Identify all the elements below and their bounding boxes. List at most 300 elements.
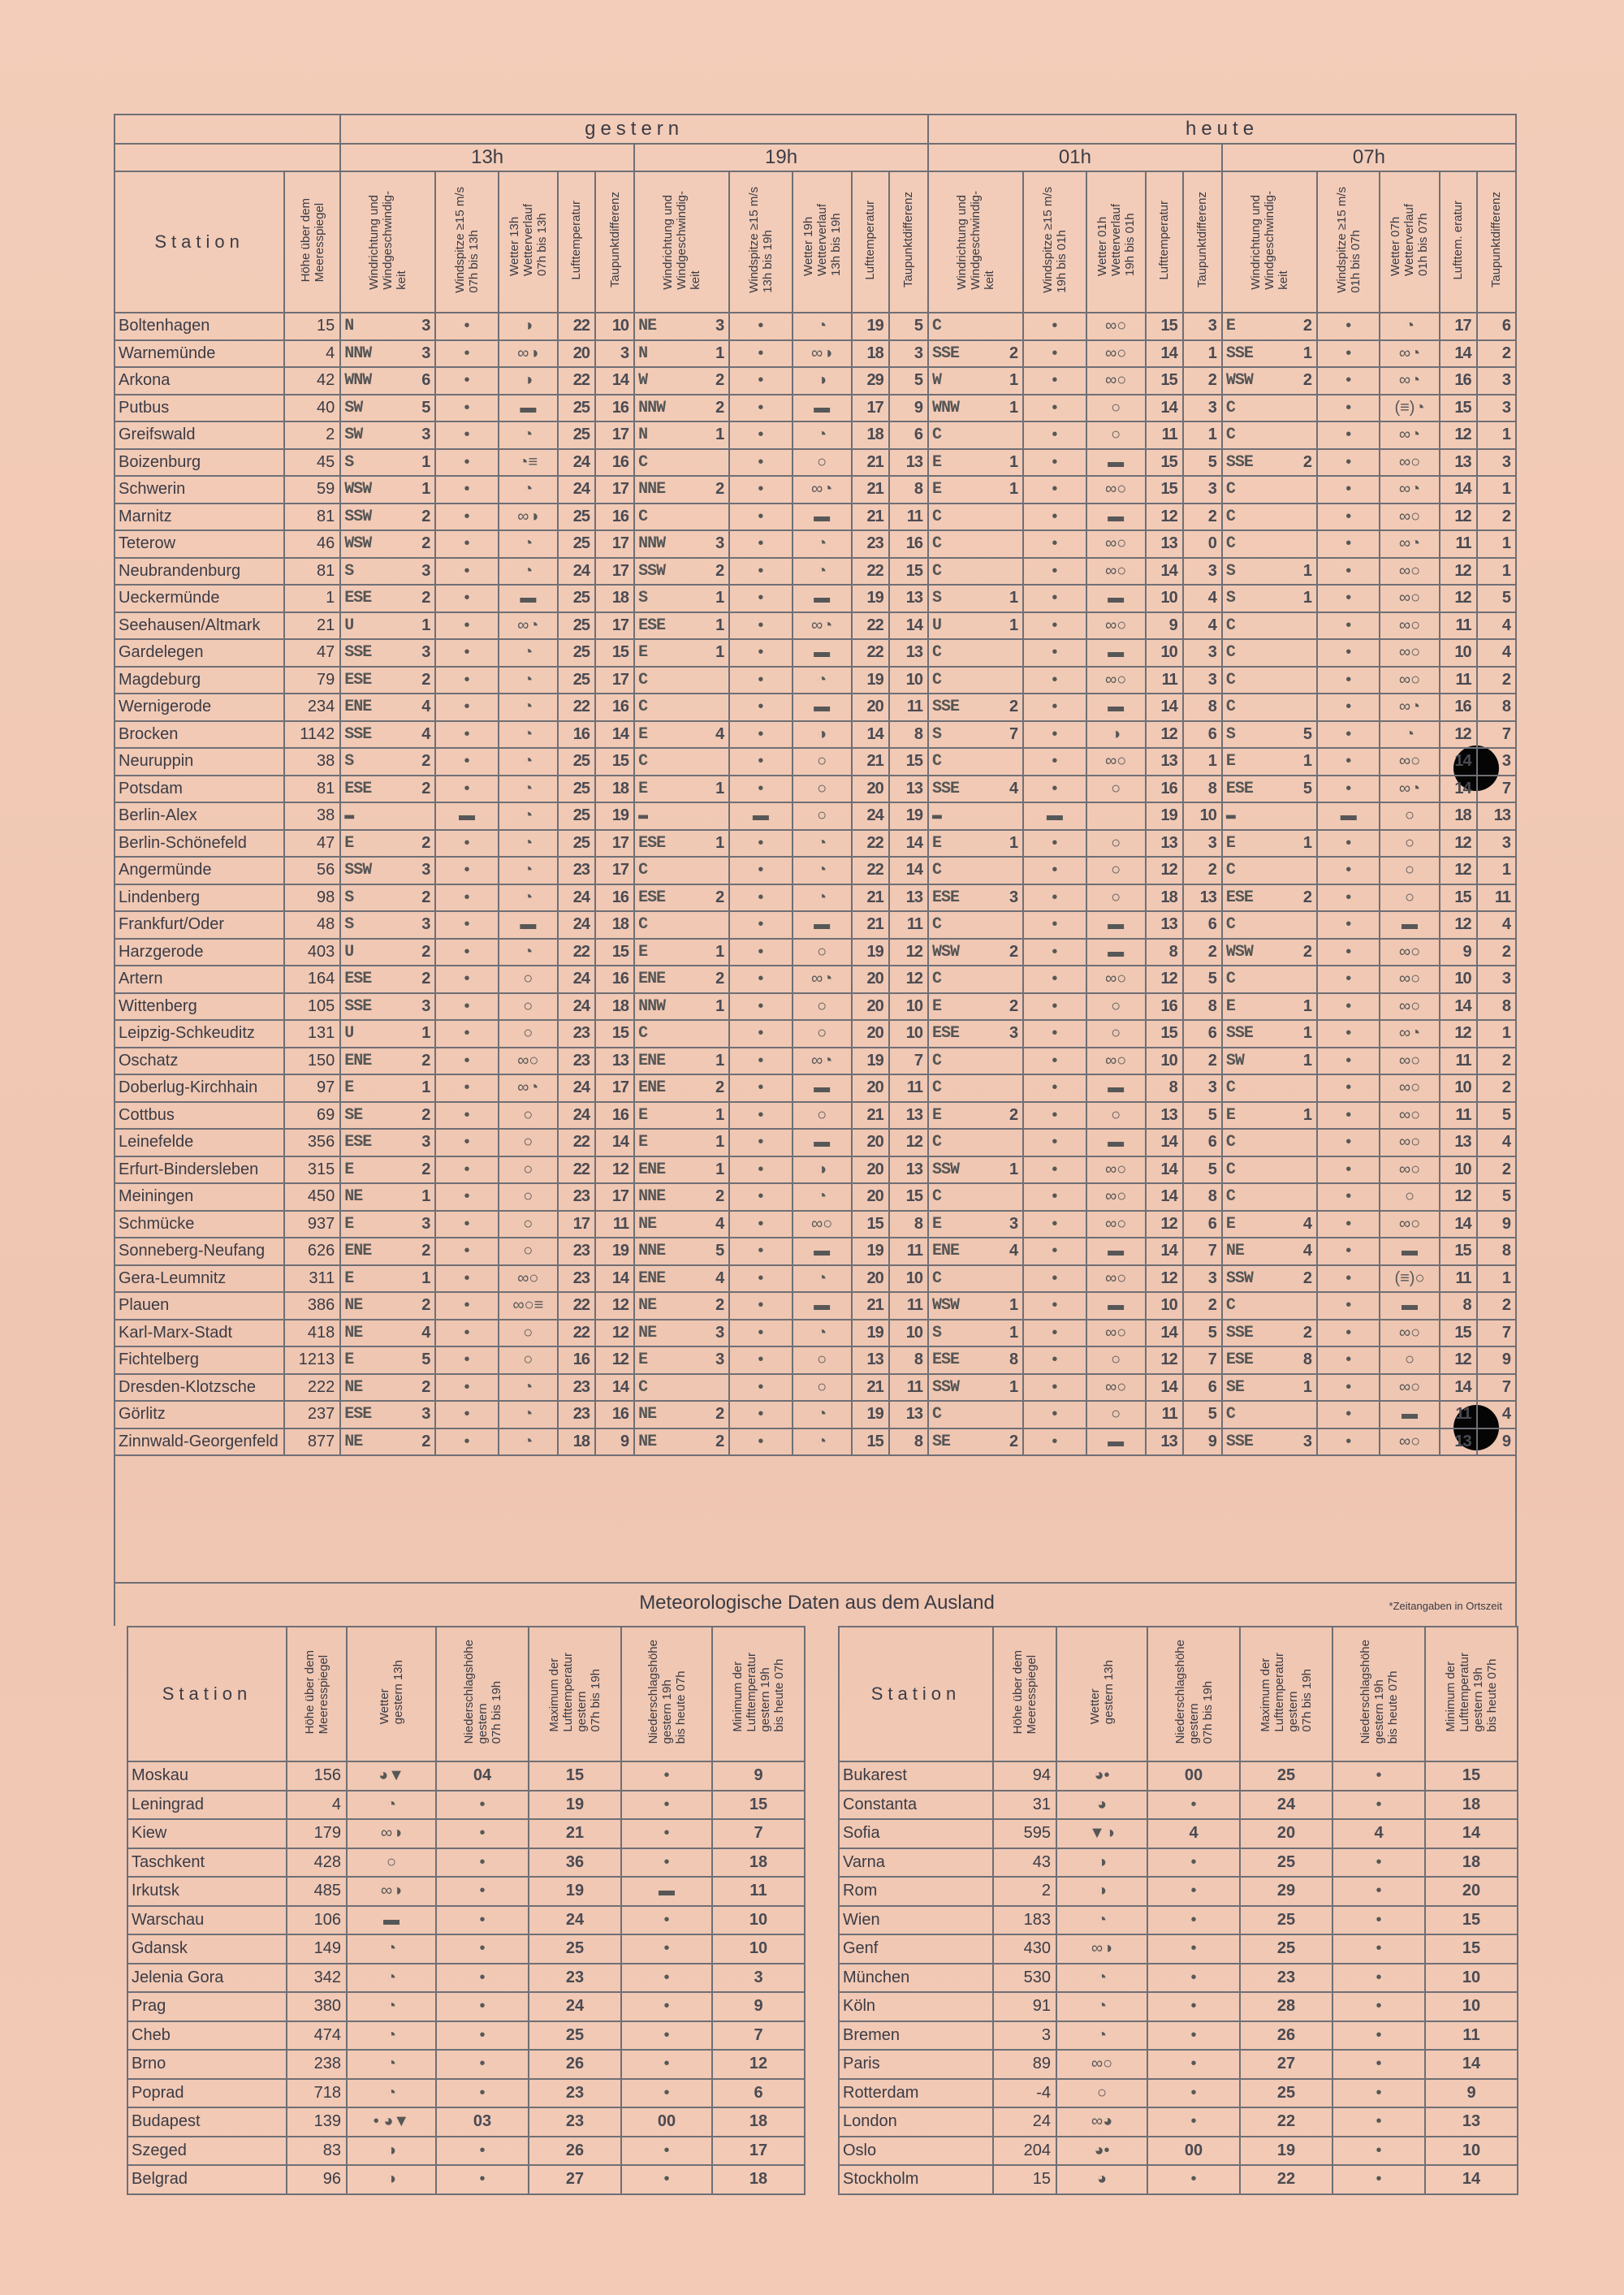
cell-hgt: 56 xyxy=(284,857,340,884)
cell-spk: • xyxy=(435,1048,498,1075)
cell-wd: NE xyxy=(634,1428,698,1456)
cell-spk: • xyxy=(1317,395,1380,422)
cell-num: 1 xyxy=(1477,558,1516,586)
cell-sym: ○ xyxy=(1086,395,1146,422)
cell-wds xyxy=(993,966,1024,993)
cell-sym: ▬ xyxy=(499,395,558,422)
cell-num: 12 xyxy=(1146,1211,1183,1238)
cell-num: 14 xyxy=(1146,558,1183,586)
cell-wd: NNE xyxy=(634,1183,698,1211)
cell-wds xyxy=(1286,395,1317,422)
cell-wd: ESE xyxy=(340,667,404,694)
cell-num: 25 xyxy=(558,667,595,694)
cell-sym: ○ xyxy=(499,1346,558,1374)
cell-name: Cottbus xyxy=(114,1102,284,1130)
cell-wds: 3 xyxy=(993,1020,1024,1048)
cell-sym: ▬ xyxy=(1380,1238,1439,1265)
cell-num: 11 xyxy=(1146,1401,1183,1428)
cell-spk: • xyxy=(1023,1156,1086,1184)
cell-num: 16 xyxy=(595,966,634,993)
cell-num: 3 xyxy=(1477,830,1516,858)
cell-wd: S xyxy=(340,884,404,912)
cell-wds: 5 xyxy=(1286,721,1317,749)
cell-num: 16 xyxy=(595,694,634,721)
cell-sym: ▬ xyxy=(1380,911,1439,939)
cell-num: 12 xyxy=(1440,857,1477,884)
cell-height: 139 xyxy=(287,2107,347,2137)
column-header xyxy=(1183,171,1222,313)
station-row xyxy=(114,1346,1516,1374)
cell-precip: 00 xyxy=(1147,1761,1240,1791)
cell-sym: ○ xyxy=(793,748,852,776)
cell-name: Boizenburg xyxy=(114,449,284,477)
cell-num: 17 xyxy=(595,1183,634,1211)
cell-num: 18 xyxy=(1440,802,1477,830)
cell-temperature: 19 xyxy=(529,1877,621,1906)
cell-sym: ○ xyxy=(1086,857,1146,884)
cell-wd: WNW xyxy=(340,367,404,395)
foreign-row xyxy=(127,1819,805,1848)
cell-station: Bukarest xyxy=(839,1761,993,1791)
cell-temperature: 14 xyxy=(1425,1819,1518,1848)
cell-wd: SSW xyxy=(634,558,698,586)
cell-sym: ○ xyxy=(1086,830,1146,858)
column-header xyxy=(558,171,595,313)
foreign-row xyxy=(127,2165,805,2194)
cell-num: 10 xyxy=(1183,802,1222,830)
cell-wds xyxy=(993,421,1024,449)
cell-station: Constanta xyxy=(839,1791,993,1820)
column-header xyxy=(1086,171,1146,313)
cell-num: 1 xyxy=(1183,748,1222,776)
cell-spk: • xyxy=(435,1102,498,1130)
cell-num: 12 xyxy=(595,1346,634,1374)
cell-num: 3 xyxy=(1183,667,1222,694)
cell-sym: ∞◔ xyxy=(793,476,852,504)
cell-spk: • xyxy=(1317,612,1380,640)
cell-temperature: 7 xyxy=(712,1819,805,1848)
cell-sym: ○ xyxy=(793,802,852,830)
foreign-row xyxy=(839,2050,1518,2079)
cell-wds: 1 xyxy=(699,585,730,612)
cell-symbol: • xyxy=(1147,2021,1240,2051)
cell-num: 8 xyxy=(1183,776,1222,803)
cell-hgt: 1142 xyxy=(284,721,340,749)
cell-temperature: 29 xyxy=(1240,1877,1332,1906)
cell-height: 106 xyxy=(287,1906,347,1935)
header-h07: 07h xyxy=(1222,144,1516,171)
cell-name: Schmücke xyxy=(114,1211,284,1238)
cell-wd: ENE xyxy=(340,1238,404,1265)
cell-sym: (≡)○ xyxy=(1380,1265,1439,1293)
station-row xyxy=(114,966,1516,993)
cell-wds: 1 xyxy=(405,449,436,477)
cell-spk: • xyxy=(1317,776,1380,803)
cell-wd: S xyxy=(340,748,404,776)
cell-wd: S xyxy=(340,558,404,586)
cell-wd: E xyxy=(634,1129,698,1156)
cell-sym: ∞○ xyxy=(1380,558,1439,586)
cell-wd: E xyxy=(1222,313,1286,340)
cell-num: 8 xyxy=(1183,1183,1222,1211)
cell-hgt: 48 xyxy=(284,911,340,939)
cell-spk: • xyxy=(729,1374,792,1402)
cell-spk: • xyxy=(435,694,498,721)
cell-temperature: 13 xyxy=(1425,2107,1518,2137)
cell-wd: ENE xyxy=(634,1156,698,1184)
cell-sym: ∞○ xyxy=(793,1211,852,1238)
cell-wds: 3 xyxy=(405,993,436,1021)
cell-wd: SSE xyxy=(928,694,992,721)
cell-symbol: ◔ xyxy=(1056,1992,1147,2021)
cell-wd: C xyxy=(1222,1074,1286,1102)
cell-temperature: 25 xyxy=(529,1934,621,1964)
cell-spk: • xyxy=(435,993,498,1021)
cell-num: 11 xyxy=(889,1374,928,1402)
cell-spk: • xyxy=(1317,1292,1380,1320)
cell-num: 11 xyxy=(889,504,928,531)
cell-symbol: • xyxy=(436,1848,529,1878)
cell-spk: • xyxy=(1023,1320,1086,1347)
cell-sym: ◔ xyxy=(793,830,852,858)
cell-num: 2 xyxy=(1183,367,1222,395)
cell-hgt: 222 xyxy=(284,1374,340,1402)
cell-sym: ▬ xyxy=(1380,1292,1439,1320)
foreign-row xyxy=(839,1848,1518,1878)
cell-precip: 00 xyxy=(621,2107,712,2137)
column-header-label: Windspitze ≥15 m/s 01h bis 07h xyxy=(1334,187,1363,293)
cell-num: 17 xyxy=(558,1211,595,1238)
cell-wds: 2 xyxy=(405,585,436,612)
cell-height: 238 xyxy=(287,2050,347,2079)
cell-sym: ○ xyxy=(793,939,852,966)
cell-num: 11 xyxy=(1440,1048,1477,1075)
cell-sym: ○ xyxy=(1380,830,1439,858)
cell-num: 29 xyxy=(852,367,889,395)
cell-wds xyxy=(699,504,730,531)
cell-sym: ∞○ xyxy=(499,1265,558,1293)
cell-symbol: • xyxy=(436,2050,529,2079)
cell-sym: ∞○ xyxy=(1380,1129,1439,1156)
column-header-label: Lufttem. eratur xyxy=(1451,200,1466,280)
cell-wds: 4 xyxy=(993,776,1024,803)
cell-wd: NE xyxy=(340,1292,404,1320)
cell-wd: E xyxy=(634,1102,698,1130)
cell-num: 19 xyxy=(852,939,889,966)
cell-num: 7 xyxy=(1477,1320,1516,1347)
station-row xyxy=(114,721,1516,749)
cell-symbol: • xyxy=(1147,2165,1240,2194)
cell-num: 13 xyxy=(1440,1428,1477,1456)
cell-num: 25 xyxy=(558,504,595,531)
cell-spk: • xyxy=(435,1292,498,1320)
cell-spk: • xyxy=(1023,939,1086,966)
cell-wds xyxy=(699,802,730,830)
station-row xyxy=(114,1048,1516,1075)
cell-sym xyxy=(1086,802,1146,830)
cell-temperature: 24 xyxy=(529,1992,621,2021)
cell-num: 5 xyxy=(889,313,928,340)
cell-spk: • xyxy=(435,1211,498,1238)
cell-spk: • xyxy=(1023,1211,1086,1238)
cell-wd: C xyxy=(634,1020,698,1048)
cell-spk: • xyxy=(1023,421,1086,449)
cell-sym: ▬ xyxy=(1086,585,1146,612)
cell-wds: 1 xyxy=(699,1048,730,1075)
cell-wd: NE xyxy=(1222,1238,1286,1265)
cell-spk: • xyxy=(435,421,498,449)
cell-sym: ▬ xyxy=(1086,449,1146,477)
cell-num: 15 xyxy=(595,1020,634,1048)
cell-height: 179 xyxy=(287,1819,347,1848)
cell-wd: C xyxy=(1222,612,1286,640)
station-row xyxy=(114,1292,1516,1320)
cell-sym: ○ xyxy=(793,1102,852,1130)
cell-wds: 1 xyxy=(405,1074,436,1102)
cell-spk: • xyxy=(1023,1074,1086,1102)
cell-hgt: 356 xyxy=(284,1129,340,1156)
cell-sym: ▬ xyxy=(1086,939,1146,966)
cell-wd: E xyxy=(928,1211,992,1238)
cell-name: Schwerin xyxy=(114,476,284,504)
cell-wd: NE xyxy=(340,1428,404,1456)
cell-num: 25 xyxy=(558,530,595,558)
cell-wds: 5 xyxy=(405,1346,436,1374)
station-row xyxy=(114,1374,1516,1402)
cell-name: Gardelegen xyxy=(114,639,284,667)
cell-sym: ∞○ xyxy=(1380,1428,1439,1456)
cell-spk: • xyxy=(1317,558,1380,586)
cell-sym: ▬ xyxy=(793,639,852,667)
foreign-column-label: Maximum der Lufttemperatur gestern 07h bis 19h xyxy=(1259,1652,1314,1732)
cell-spk: • xyxy=(729,367,792,395)
cell-spk: • xyxy=(729,340,792,368)
cell-name: Ueckermünde xyxy=(114,585,284,612)
header-h19: 19h xyxy=(634,144,928,171)
cell-wds: 1 xyxy=(993,395,1024,422)
cell-num: 2 xyxy=(1477,1074,1516,1102)
cell-symbol: • xyxy=(1332,1791,1425,1820)
foreign-table-left xyxy=(127,1626,806,2195)
cell-num: 13 xyxy=(889,639,928,667)
cell-wds: 7 xyxy=(993,721,1024,749)
cell-station: Budapest xyxy=(127,2107,287,2137)
cell-hgt: 47 xyxy=(284,830,340,858)
cell-sym: ∞◔ xyxy=(1380,694,1439,721)
cell-spk: • xyxy=(1317,939,1380,966)
cell-spk: • xyxy=(729,1102,792,1130)
cell-wd: C xyxy=(1222,966,1286,993)
cell-num: 17 xyxy=(595,530,634,558)
cell-num: 6 xyxy=(1183,1211,1222,1238)
cell-num: 12 xyxy=(1440,911,1477,939)
cell-num: 14 xyxy=(852,721,889,749)
foreign-column-label: Wetter gestern 13h xyxy=(378,1659,405,1725)
cell-spk: • xyxy=(435,939,498,966)
cell-temperature: 25 xyxy=(1240,1761,1332,1791)
cell-num: 24 xyxy=(558,1074,595,1102)
cell-spk: • xyxy=(1023,1020,1086,1048)
cell-sym: ∞○ xyxy=(1380,939,1439,966)
cell-symbol: • xyxy=(1332,1906,1425,1935)
station-row xyxy=(114,1211,1516,1238)
cell-wd: ENE xyxy=(634,966,698,993)
cell-spk: • xyxy=(729,1265,792,1293)
cell-hgt: 877 xyxy=(284,1428,340,1456)
cell-num: 7 xyxy=(1183,1238,1222,1265)
cell-num: 9 xyxy=(1477,1211,1516,1238)
cell-wd: E xyxy=(928,830,992,858)
cell-sym: ▬ xyxy=(793,504,852,531)
cell-num: 23 xyxy=(558,1401,595,1428)
cell-temperature: 12 xyxy=(712,2050,805,2079)
cell-wds: 2 xyxy=(405,667,436,694)
header-station xyxy=(114,171,284,313)
cell-spk: • xyxy=(435,1238,498,1265)
cell-sym: ∞○ xyxy=(1086,966,1146,993)
cell-symbol: • xyxy=(621,2079,712,2108)
cell-wds: 1 xyxy=(993,449,1024,477)
cell-wds: 2 xyxy=(405,830,436,858)
cell-hgt: 38 xyxy=(284,748,340,776)
cell-temperature: 27 xyxy=(529,2165,621,2194)
cell-sym: ∞◔ xyxy=(1380,421,1439,449)
column-header xyxy=(1440,171,1477,313)
cell-wds: 1 xyxy=(993,1156,1024,1184)
cell-spk: • xyxy=(1317,911,1380,939)
cell-sym: ○ xyxy=(499,1320,558,1347)
cell-station: Bremen xyxy=(839,2021,993,2051)
cell-sym: ∞◔ xyxy=(793,966,852,993)
cell-sym: ○ xyxy=(1380,802,1439,830)
foreign-row xyxy=(839,1992,1518,2021)
cell-num: 18 xyxy=(595,776,634,803)
cell-sym: ∞○ xyxy=(1086,1156,1146,1184)
cell-wd: ESE xyxy=(928,1020,992,1048)
cell-wds: 1 xyxy=(405,612,436,640)
cell-wd: SSW xyxy=(928,1156,992,1184)
cell-hgt: 403 xyxy=(284,939,340,966)
cell-symbol: • xyxy=(621,2021,712,2051)
cell-num: 17 xyxy=(595,857,634,884)
foreign-row xyxy=(127,1791,805,1820)
cell-spk: • xyxy=(729,1129,792,1156)
cell-num: 8 xyxy=(1477,993,1516,1021)
cell-spk: • xyxy=(1023,884,1086,912)
cell-precip: 4 xyxy=(1332,1819,1425,1848)
foreign-column-label: Höhe über dem Meeresspiegel xyxy=(1011,1649,1039,1735)
cell-hgt: 97 xyxy=(284,1074,340,1102)
cell-wd: WSW xyxy=(340,476,404,504)
cell-spk: • xyxy=(1317,1074,1380,1102)
cell-symbol: • xyxy=(621,1964,712,1993)
cell-wd: C xyxy=(928,1401,992,1428)
cell-symbol: • xyxy=(1147,2107,1240,2137)
cell-symbol: ◕ xyxy=(1056,1791,1147,1820)
cell-wds xyxy=(1286,802,1317,830)
cell-wds xyxy=(1286,667,1317,694)
cell-num: 8 xyxy=(1477,694,1516,721)
cell-wd: ESE xyxy=(340,776,404,803)
cell-wds: 2 xyxy=(993,694,1024,721)
cell-symbol: • xyxy=(1332,2137,1425,2166)
cell-station: Köln xyxy=(839,1992,993,2021)
cell-num: 14 xyxy=(1440,476,1477,504)
cell-num: 3 xyxy=(1183,639,1222,667)
cell-wds: 6 xyxy=(405,367,436,395)
cell-spk: • xyxy=(1023,911,1086,939)
cell-symbol: • xyxy=(621,2050,712,2079)
cell-symbol: ∞◑ xyxy=(1056,1934,1147,1964)
cell-num: 1 xyxy=(1477,530,1516,558)
cell-sym: ∞○ xyxy=(1380,1156,1439,1184)
cell-temperature: 7 xyxy=(712,2021,805,2051)
cell-wd: SSE xyxy=(928,776,992,803)
cell-wd: C xyxy=(1222,530,1286,558)
cell-spk: • xyxy=(1317,476,1380,504)
cell-num: 9 xyxy=(1146,612,1183,640)
cell-symbol: ◕• xyxy=(1056,1761,1147,1791)
cell-num: 18 xyxy=(595,585,634,612)
cell-num: 3 xyxy=(889,340,928,368)
foreign-note: *Zeitangaben in Ortszeit xyxy=(1389,1600,1502,1612)
cell-symbol: • xyxy=(1147,1906,1240,1935)
cell-temperature: 19 xyxy=(529,1791,621,1820)
cell-sym: ▬ xyxy=(1086,694,1146,721)
cell-wds: 1 xyxy=(993,476,1024,504)
cell-num: 12 xyxy=(889,1129,928,1156)
station-row xyxy=(114,1238,1516,1265)
cell-num: 21 xyxy=(852,884,889,912)
foreign-column-header xyxy=(1056,1627,1147,1761)
cell-sym: ○ xyxy=(1380,1346,1439,1374)
cell-spk: • xyxy=(435,558,498,586)
cell-wds xyxy=(1286,612,1317,640)
cell-num: 15 xyxy=(889,1183,928,1211)
cell-wd: C xyxy=(928,667,992,694)
cell-spk: • xyxy=(1317,449,1380,477)
cell-num: 13 xyxy=(889,449,928,477)
cell-sym: ◑ xyxy=(1086,721,1146,749)
cell-symbol: ∞○ xyxy=(1056,2050,1147,2079)
cell-spk: • xyxy=(729,476,792,504)
cell-wd: SE xyxy=(340,1102,404,1130)
cell-wd: NE xyxy=(634,313,698,340)
cell-name: Oschatz xyxy=(114,1048,284,1075)
cell-wds xyxy=(993,667,1024,694)
cell-num: 16 xyxy=(889,530,928,558)
cell-sym: ◔ xyxy=(793,421,852,449)
cell-sym: ○ xyxy=(793,993,852,1021)
cell-spk: • xyxy=(1317,966,1380,993)
cell-num: 23 xyxy=(558,1183,595,1211)
cell-num: 6 xyxy=(1183,1129,1222,1156)
cell-sym: ∞○ xyxy=(1086,558,1146,586)
cell-num: 5 xyxy=(1183,1401,1222,1428)
cell-num: 11 xyxy=(889,694,928,721)
cell-wds: 3 xyxy=(405,639,436,667)
cell-spk: • xyxy=(1317,1374,1380,1402)
cell-spk: • xyxy=(435,667,498,694)
cell-wds: 3 xyxy=(1286,1428,1317,1456)
cell-temperature: 26 xyxy=(1240,2021,1332,2051)
column-header-label: Windspitze ≥15 m/s 07h bis 13h xyxy=(453,187,482,293)
cell-spk: • xyxy=(729,884,792,912)
cell-wd: SSE xyxy=(340,639,404,667)
cell-num: 1 xyxy=(1477,1020,1516,1048)
foreign-row xyxy=(839,2021,1518,2051)
cell-num: 12 xyxy=(1146,1265,1183,1293)
